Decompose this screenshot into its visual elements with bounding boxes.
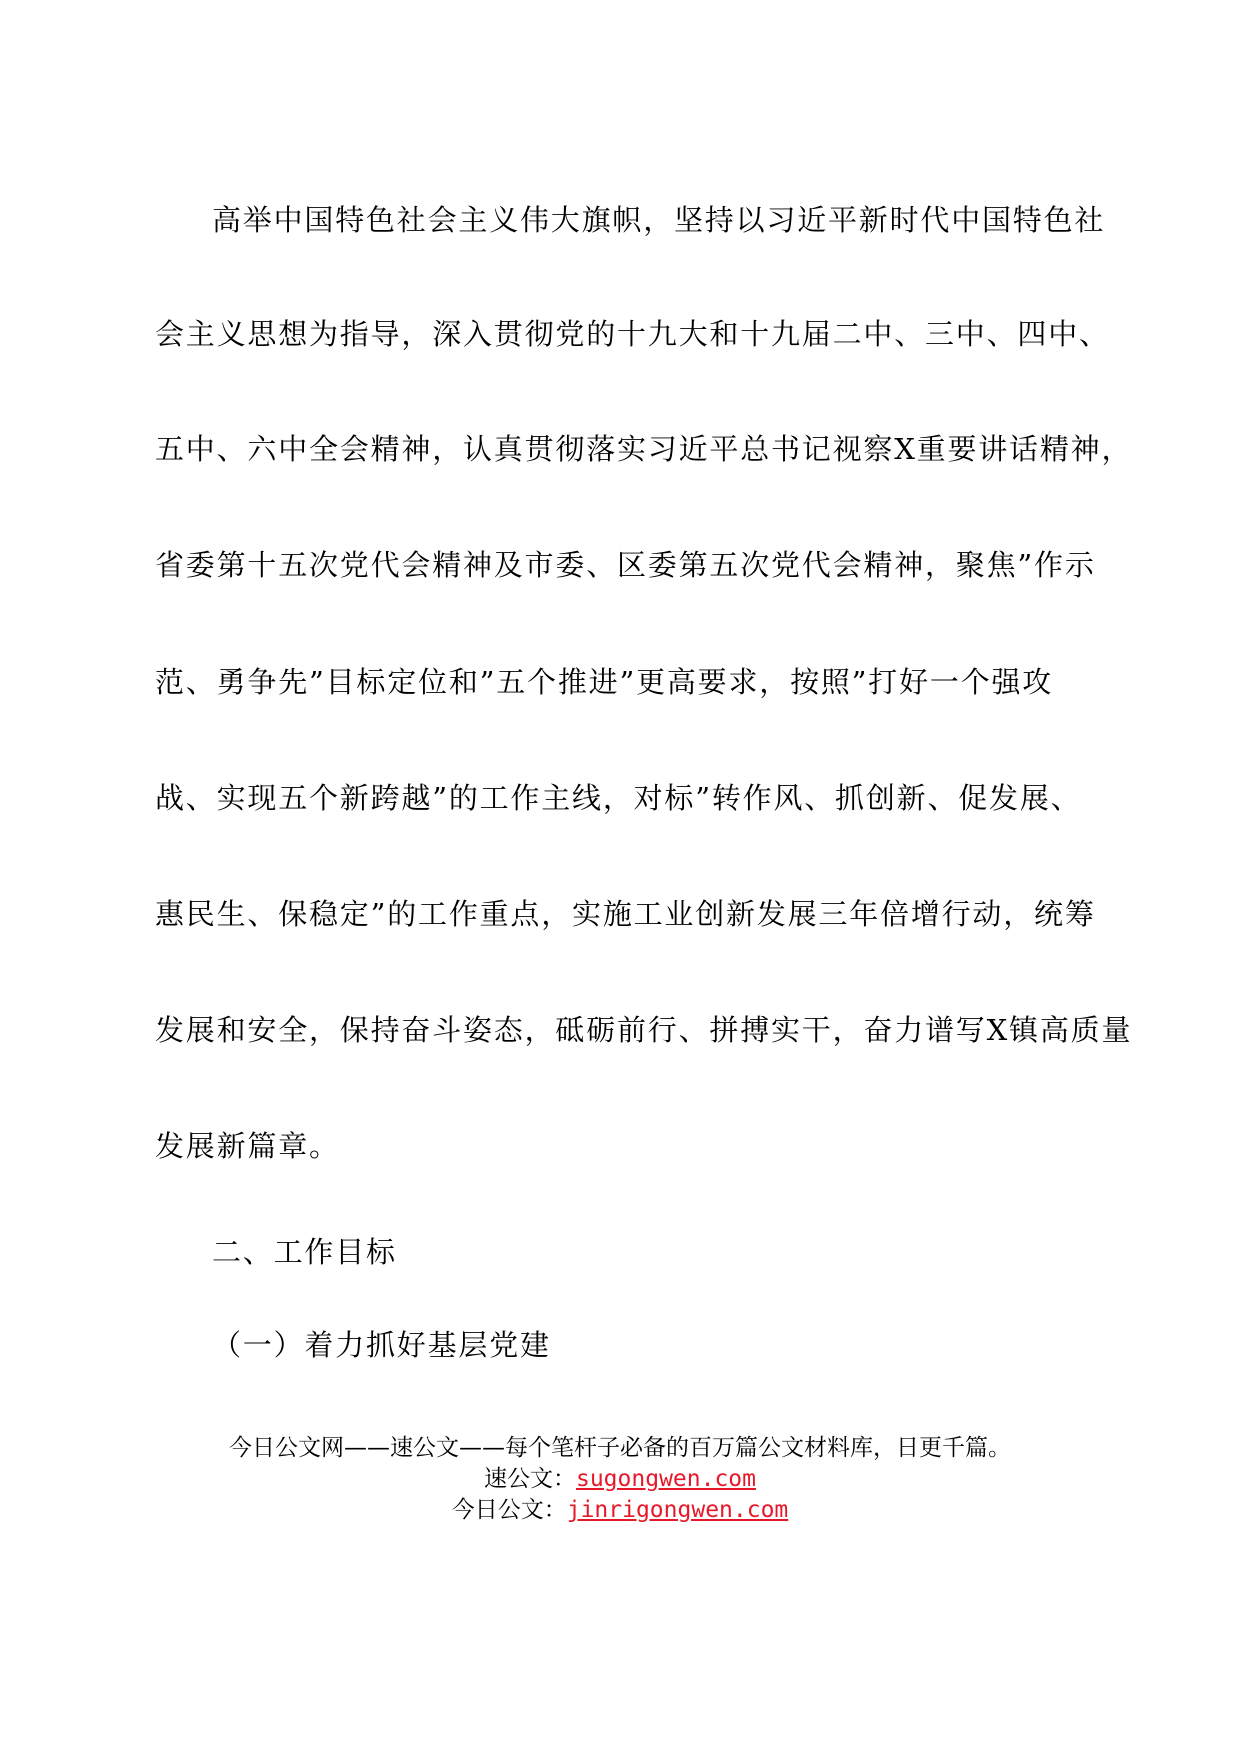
footer-jinrigongwen <box>0 1495 1240 1525</box>
paragraph-line-2: 会主义思想为指导，深入贯彻党的十九大和十九届二中、三中、四中、 <box>155 317 1110 351</box>
sugongwen-link[interactable]: sugongwen.com <box>575 1466 756 1492</box>
jinrigongwen-label: 今日公文： <box>451 1497 567 1523</box>
jinrigongwen-link[interactable]: jinrigongwen.com <box>566 1497 789 1523</box>
paragraph-line-9: 发展新篇章。 <box>155 1129 340 1163</box>
paragraph-line-3: 五中、六中全会精神，认真贯彻落实习近平总书记视察X重要讲话精神， <box>155 432 1133 466</box>
paragraph-line-8: 发展和安全，保持奋斗姿态，砥砺前行、拼搏实干，奋力谱写X镇高质量 <box>155 1013 1133 1047</box>
footer-sugongwen <box>0 1464 1240 1494</box>
footer-tagline: 今日公文网——速公文——每个笔杆子必备的百万篇公文材料库，日更千篇。 <box>229 1435 1011 1461</box>
section-heading: 二、工作目标 <box>212 1235 397 1269</box>
paragraph-line-6: 战、实现五个新跨越”的工作主线，对标”转作风、抓创新、促发展、 <box>155 781 1082 815</box>
paragraph-line-4: 省委第十五次党代会精神及市委、区委第五次党代会精神，聚焦”作示 <box>155 548 1096 582</box>
paragraph-line-5: 范、勇争先”目标定位和”五个推进”更高要求，按照”打好一个强攻 <box>155 665 1054 699</box>
sugongwen-label: 速公文： <box>483 1466 576 1492</box>
paragraph-line-1: 高举中国特色社会主义伟大旗帜，坚持以习近平新时代中国特色社 <box>212 203 1106 237</box>
subsection-heading: （一）着力抓好基层党建 <box>212 1328 551 1362</box>
paragraph-line-7: 惠民生、保稳定”的工作重点，实施工业创新发展三年倍增行动，统筹 <box>155 897 1096 931</box>
